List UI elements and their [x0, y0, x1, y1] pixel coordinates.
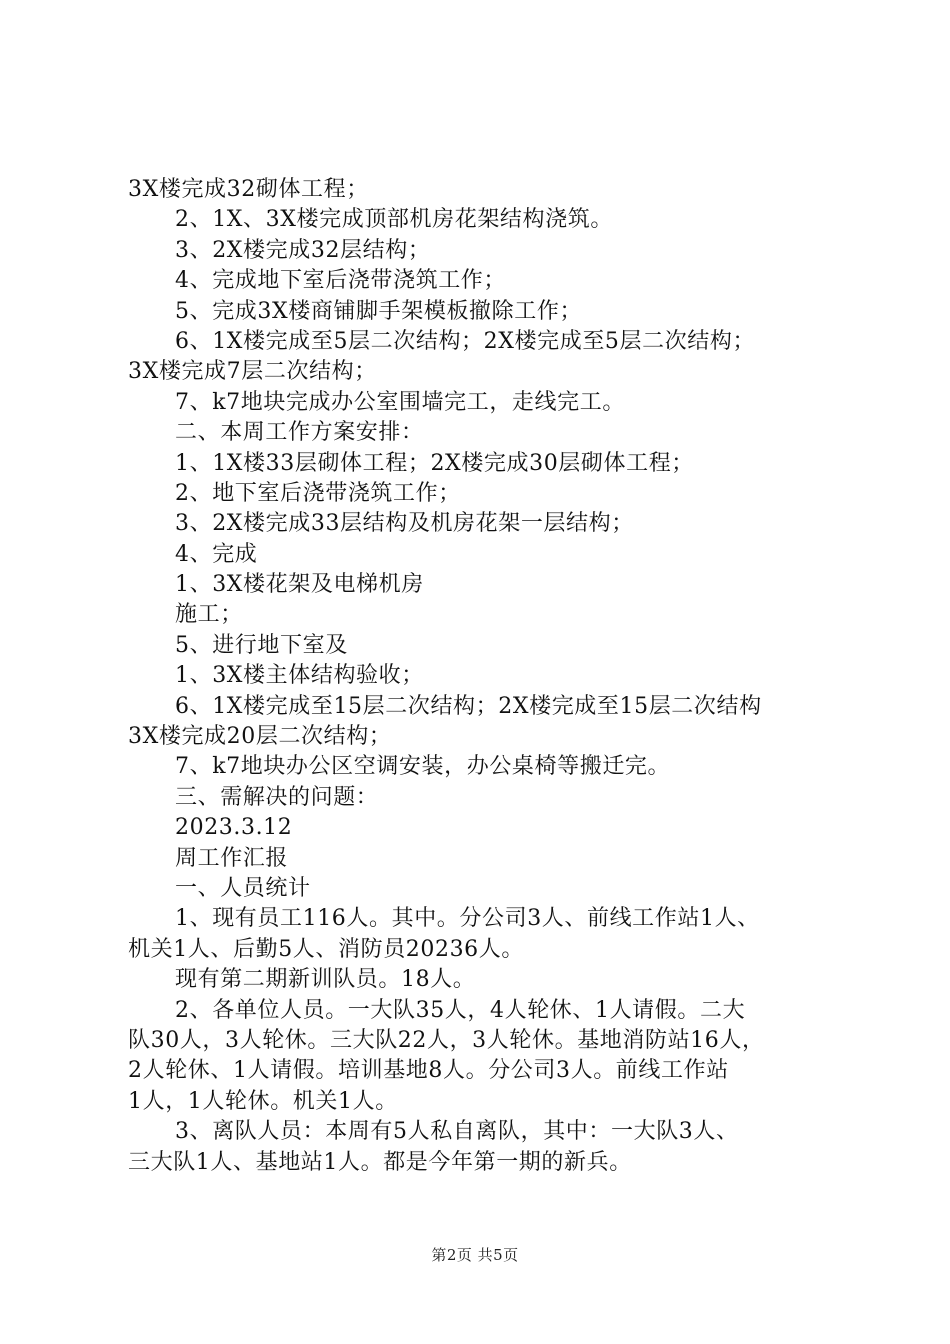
- text-line: 6、1X楼完成至15层二次结构；2X楼完成至15层二次结构: [175, 693, 762, 719]
- text-line: 2、地下室后浇带浇筑工作；: [175, 480, 461, 506]
- text-line: 3、2X楼完成33层结构及机房花架一层结构；: [175, 511, 634, 537]
- text-line: 7、k7地块办公区空调安装，办公桌椅等搬迁完。: [175, 754, 671, 780]
- text-line: 6、1X楼完成至5层二次结构；2X楼完成至5层二次结构；: [175, 328, 756, 354]
- text-line: 3X楼完成20层二次结构；: [128, 724, 392, 750]
- text-line: 4、完成: [175, 541, 258, 567]
- text-line: 1、3X楼花架及电梯机房: [175, 572, 424, 598]
- text-line: 二、本周工作方案安排：: [175, 420, 424, 446]
- text-line: 现有第二期新训队员。18人。: [175, 967, 476, 993]
- text-line: 一、人员统计: [175, 875, 311, 901]
- text-line: 7、k7地块完成办公室围墙完工，走线完工。: [175, 389, 625, 415]
- text-line: 三、需解决的问题：: [175, 784, 379, 810]
- text-line: 4、完成地下室后浇带浇筑工作；: [175, 268, 506, 294]
- text-line: 1人，1人轮休。机关1人。: [128, 1088, 398, 1114]
- text-line: 1、1X楼33层砌体工程；2X楼完成30层砌体工程；: [175, 450, 694, 476]
- text-line: 三大队1人、基地站1人。都是今年第一期的新兵。: [128, 1149, 632, 1175]
- document-body: [128, 175, 843, 1178]
- text-line: 施工；: [175, 602, 243, 628]
- text-line: 3、2X楼完成32层结构；: [175, 237, 431, 263]
- page-footer: 第2页 共5页: [431, 1246, 519, 1264]
- text-line: 1、现有员工116人。其中。分公司3人、前线工作站1人、: [175, 906, 760, 932]
- text-line: 1、3X楼主体结构验收；: [175, 663, 424, 689]
- text-line: 5、完成3X楼商铺脚手架模板撤除工作；: [175, 298, 583, 324]
- text-line: 2、1X、3X楼完成顶部机房花架结构浇筑。: [175, 207, 613, 233]
- text-line: 3X楼完成32砌体工程；: [128, 177, 369, 202]
- text-line: 机关1人、后勤5人、消防员20236人。: [128, 936, 524, 962]
- text-line: 队30人，3人轮休。三大队22人，3人轮休。基地消防站16人，: [128, 1027, 765, 1053]
- text-line: 3X楼完成7层二次结构；: [128, 359, 377, 385]
- text-line: 2023.3.12: [175, 815, 293, 841]
- text-line: 周工作汇报: [175, 845, 289, 871]
- text-line: 5、进行地下室及: [175, 632, 348, 658]
- text-line: 2、各单位人员。一大队35人，4人轮休、1人请假。二大: [175, 997, 746, 1023]
- text-line: 3、离队人员：本周有5人私自离队，其中：一大队3人、: [175, 1119, 739, 1145]
- text-line: 2人轮休、1人请假。培训基地8人。分公司3人。前线工作站: [128, 1058, 729, 1084]
